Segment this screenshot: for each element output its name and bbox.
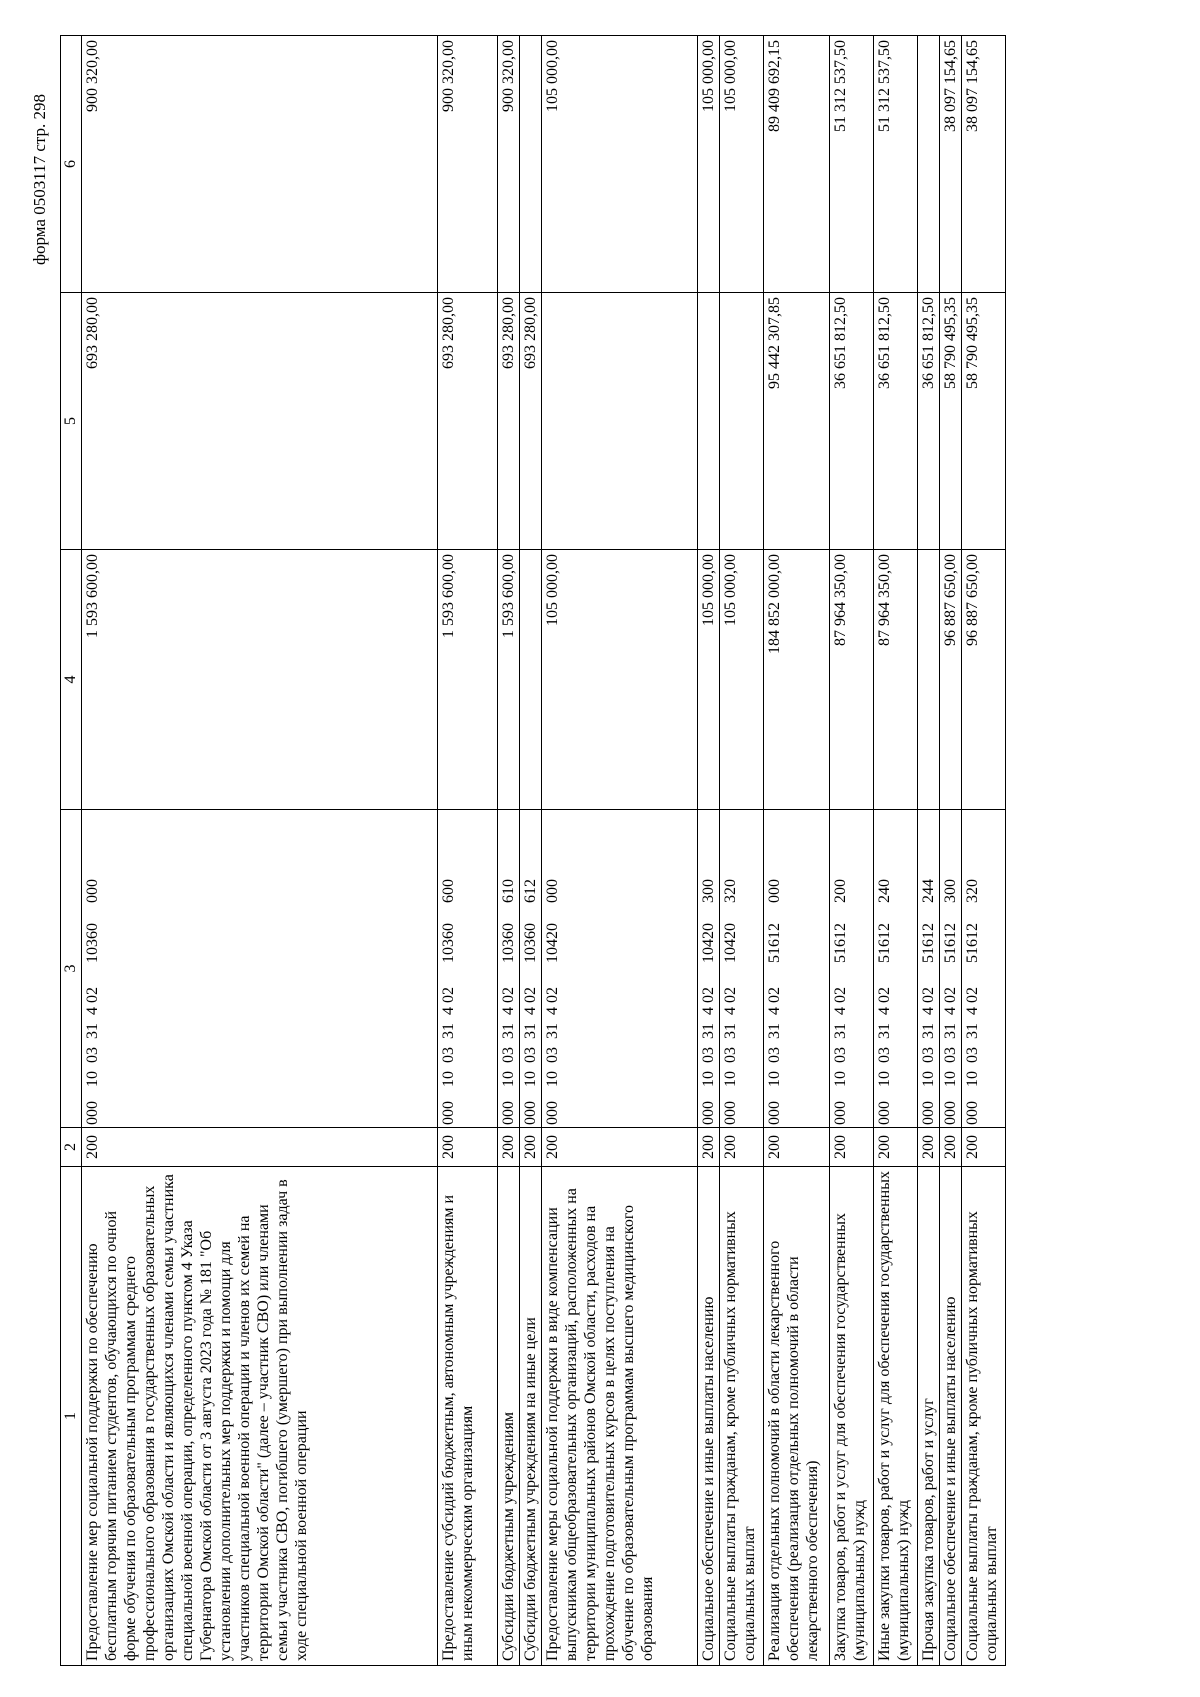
budget-code-part: 31 <box>832 1023 849 1039</box>
row-col4: 1 593 600,00 <box>82 550 438 810</box>
budget-code-part: 4 <box>876 1007 893 1015</box>
row-name: Социальное обеспечение и иные выплаты населению <box>940 1167 962 1666</box>
budget-code-part: 03 <box>766 1047 783 1063</box>
table-row <box>520 36 542 1666</box>
row-budget-code <box>698 810 720 1128</box>
budget-code-part: 10 <box>544 1071 561 1087</box>
budget-code-part: 02 <box>942 987 959 1003</box>
budget-code-part: 000 <box>500 1101 517 1125</box>
row-budget-code <box>918 810 940 1128</box>
budget-code-part: 612 <box>522 879 539 903</box>
row-col5: 58 790 495,35 <box>962 293 1006 550</box>
budget-code-part: 02 <box>832 987 849 1003</box>
header-col-2: 2 <box>61 1128 82 1167</box>
row-col6: 105 000,00 <box>542 36 698 293</box>
row-col4: 1 593 600,00 <box>438 550 498 810</box>
budget-code-part: 000 <box>942 1101 959 1125</box>
row-col6: 51 312 537,50 <box>830 36 874 293</box>
budget-code-part: 02 <box>964 987 981 1003</box>
row-name: Предоставление субсидий бюджетным, автономным учреждениям и иным некоммерческим организациям <box>438 1167 498 1666</box>
row-col6: 105 000,00 <box>720 36 764 293</box>
budget-code-part: 31 <box>440 1023 457 1039</box>
budget-code-part: 51612 <box>832 923 849 963</box>
table-row <box>498 36 520 1666</box>
table-row <box>542 36 698 1666</box>
form-code: форма 0503117 стр. 298 <box>30 94 49 265</box>
row-name: Социальные выплаты гражданам, кроме публичных нормативных социальных выплат <box>720 1167 764 1666</box>
budget-code-part: 4 <box>440 1007 457 1015</box>
budget-code-part: 51612 <box>920 923 937 963</box>
budget-code-part: 000 <box>876 1101 893 1125</box>
budget-code-part: 244 <box>920 879 937 903</box>
budget-code-part: 000 <box>766 1101 783 1125</box>
budget-code-part: 10 <box>522 1071 539 1087</box>
table-row <box>720 36 764 1666</box>
budget-code-part: 31 <box>700 1023 717 1039</box>
row-col6 <box>918 36 940 293</box>
table-row <box>698 36 720 1666</box>
budget-code-part: 10 <box>766 1071 783 1087</box>
budget-code-part: 000 <box>544 1101 561 1125</box>
row-col5 <box>542 293 698 550</box>
table-row <box>82 36 438 1666</box>
budget-code-part: 10420 <box>544 923 561 963</box>
budget-code-part: 31 <box>942 1023 959 1039</box>
table-row <box>764 36 830 1666</box>
budget-code-part: 4 <box>544 1007 561 1015</box>
budget-code-part: 10360 <box>84 923 101 963</box>
table-row <box>962 36 1006 1666</box>
budget-code-part: 03 <box>522 1047 539 1063</box>
row-col6: 900 320,00 <box>498 36 520 293</box>
budget-code-part: 02 <box>84 987 101 1003</box>
table-row <box>830 36 874 1666</box>
budget-code-part: 000 <box>920 1101 937 1125</box>
budget-code-part: 4 <box>832 1007 849 1015</box>
budget-code-part: 10 <box>440 1071 457 1087</box>
row-col6: 38 097 154,65 <box>940 36 962 293</box>
budget-code-part: 240 <box>876 879 893 903</box>
budget-code-part: 03 <box>876 1047 893 1063</box>
budget-code-part: 000 <box>722 1101 739 1125</box>
budget-code-part: 03 <box>832 1047 849 1063</box>
row-line-code: 200 <box>918 1128 940 1167</box>
row-col5: 693 280,00 <box>498 293 520 550</box>
row-col5: 58 790 495,35 <box>940 293 962 550</box>
budget-code-part: 4 <box>766 1007 783 1015</box>
budget-code-part: 320 <box>722 879 739 903</box>
row-col5: 693 280,00 <box>520 293 542 550</box>
row-col6: 38 097 154,65 <box>962 36 1006 293</box>
header-col-6: 6 <box>61 36 82 293</box>
row-col4: 105 000,00 <box>720 550 764 810</box>
row-line-code: 200 <box>520 1128 542 1167</box>
budget-code-part: 320 <box>964 879 981 903</box>
budget-code-part: 02 <box>766 987 783 1003</box>
row-budget-code <box>764 810 830 1128</box>
report-table <box>60 35 1006 1666</box>
header-row <box>61 36 82 1666</box>
budget-code-part: 31 <box>544 1023 561 1039</box>
row-name: Реализация отдельных полномочий в области лекарственного обеспечения (реализация отдельных полномочий в области лекарственного обеспечения) <box>764 1167 830 1666</box>
budget-code-part: 31 <box>920 1023 937 1039</box>
budget-code-part: 610 <box>500 879 517 903</box>
budget-code-part: 03 <box>500 1047 517 1063</box>
row-col6: 51 312 537,50 <box>874 36 918 293</box>
header-col-1: 1 <box>61 1167 82 1666</box>
budget-code-part: 10 <box>942 1071 959 1087</box>
row-col4: 96 887 650,00 <box>962 550 1006 810</box>
budget-code-part: 51612 <box>964 923 981 963</box>
budget-code-part: 03 <box>84 1047 101 1063</box>
row-col4: 96 887 650,00 <box>940 550 962 810</box>
row-col5 <box>698 293 720 550</box>
row-name: Субсидии бюджетным учреждениям на иные цели <box>520 1167 542 1666</box>
budget-code-part: 02 <box>544 987 561 1003</box>
row-budget-code <box>874 810 918 1128</box>
budget-code-part: 10 <box>876 1071 893 1087</box>
budget-code-part: 600 <box>440 879 457 903</box>
budget-code-part: 4 <box>700 1007 717 1015</box>
budget-code-part: 02 <box>920 987 937 1003</box>
row-name: Закупка товаров, работ и услуг для обеспечения государственных (муниципальных) нужд <box>830 1167 874 1666</box>
budget-code-part: 10 <box>964 1071 981 1087</box>
row-name: Социальные выплаты гражданам, кроме публичных нормативных социальных выплат <box>962 1167 1006 1666</box>
budget-code-part: 300 <box>700 879 717 903</box>
row-line-code: 200 <box>542 1128 698 1167</box>
row-line-code: 200 <box>438 1128 498 1167</box>
budget-code-part: 31 <box>500 1023 517 1039</box>
budget-code-part: 02 <box>440 987 457 1003</box>
budget-code-part: 03 <box>920 1047 937 1063</box>
row-col5: 36 651 812,50 <box>830 293 874 550</box>
budget-code-part: 03 <box>964 1047 981 1063</box>
row-name: Прочая закупка товаров, работ и услуг <box>918 1167 940 1666</box>
budget-code-part: 10 <box>700 1071 717 1087</box>
row-line-code: 200 <box>82 1128 438 1167</box>
budget-code-part: 000 <box>84 1101 101 1125</box>
budget-code-part: 10360 <box>522 923 539 963</box>
row-line-code: 200 <box>498 1128 520 1167</box>
row-col5: 95 442 307,85 <box>764 293 830 550</box>
row-name: Предоставление меры социальной поддержки в виде компенсации выпускникам общеобразовательных организаций, расположенных на территории муниципальных районов Омской области, расходов на прохождение подготовительных курсов в целях поступления на обучение по образовательным программам высшего медицинского образования <box>542 1167 698 1666</box>
row-budget-code <box>542 810 698 1128</box>
budget-code-part: 000 <box>832 1101 849 1125</box>
row-col5 <box>720 293 764 550</box>
table-body <box>82 36 1006 1666</box>
budget-code-part: 4 <box>964 1007 981 1015</box>
budget-code-part: 31 <box>722 1023 739 1039</box>
budget-code-part: 10360 <box>500 923 517 963</box>
row-name: Социальное обеспечение и иные выплаты населению <box>698 1167 720 1666</box>
budget-code-part: 02 <box>876 987 893 1003</box>
row-col5: 36 651 812,50 <box>918 293 940 550</box>
budget-code-part: 10 <box>500 1071 517 1087</box>
budget-code-part: 03 <box>942 1047 959 1063</box>
row-col5: 693 280,00 <box>438 293 498 550</box>
budget-code-part: 300 <box>942 879 959 903</box>
budget-code-part: 000 <box>84 879 101 903</box>
budget-code-part: 10420 <box>700 923 717 963</box>
budget-code-part: 10 <box>832 1071 849 1087</box>
budget-code-part: 000 <box>766 879 783 903</box>
budget-code-part: 31 <box>876 1023 893 1039</box>
budget-code-part: 000 <box>964 1101 981 1125</box>
budget-code-part: 51612 <box>942 923 959 963</box>
budget-code-part: 200 <box>832 879 849 903</box>
row-name: Субсидии бюджетным учреждениям <box>498 1167 520 1666</box>
budget-code-part: 10420 <box>722 923 739 963</box>
row-col6 <box>520 36 542 293</box>
budget-code-part: 51612 <box>766 923 783 963</box>
row-col4: 184 852 000,00 <box>764 550 830 810</box>
row-col4: 87 964 350,00 <box>874 550 918 810</box>
row-line-code: 200 <box>940 1128 962 1167</box>
budget-code-part: 31 <box>522 1023 539 1039</box>
budget-code-part: 000 <box>440 1101 457 1125</box>
budget-code-part: 4 <box>500 1007 517 1015</box>
row-col6: 900 320,00 <box>82 36 438 293</box>
budget-code-part: 000 <box>522 1101 539 1125</box>
header-col-5: 5 <box>61 293 82 550</box>
row-budget-code <box>520 810 542 1128</box>
row-line-code: 200 <box>962 1128 1006 1167</box>
budget-code-part: 4 <box>722 1007 739 1015</box>
row-col5: 36 651 812,50 <box>874 293 918 550</box>
budget-code-part: 31 <box>84 1023 101 1039</box>
table-row <box>874 36 918 1666</box>
row-col6: 89 409 692,15 <box>764 36 830 293</box>
row-budget-code <box>962 810 1006 1128</box>
row-col4: 105 000,00 <box>542 550 698 810</box>
budget-code-part: 4 <box>522 1007 539 1015</box>
table-row <box>940 36 962 1666</box>
budget-code-part: 10 <box>920 1071 937 1087</box>
row-budget-code <box>438 810 498 1128</box>
row-budget-code <box>940 810 962 1128</box>
budget-code-part: 10 <box>84 1071 101 1087</box>
row-col4 <box>918 550 940 810</box>
row-budget-code <box>498 810 520 1128</box>
row-name: Иные закупки товаров, работ и услуг для обеспечения государственных (муниципальных) нужд <box>874 1167 918 1666</box>
budget-code-part: 000 <box>544 879 561 903</box>
row-col6: 105 000,00 <box>698 36 720 293</box>
row-name: Предоставление мер социальной поддержки по обеспечению бесплатным горячим питанием студентов, обучающихся по очной форме обучения по образовательным программам среднего профессионального образования в государственных образовательных организациях Омской области и являющихся членами семьи участника специальной военной операции, определенного пунктом 4 Указа Губернатора Омской области от 3 августа 2023 года № 181 "Об установлении дополнительных мер поддержки и помощи для участников специальной военной операции и членов их семей на территории Омской области" (далее – участник СВО) или членами семьи участника СВО, погибшего (умершего) при выполнении задач в ходе специальной военной операции <box>82 1167 438 1666</box>
budget-code-part: 10360 <box>440 923 457 963</box>
row-col4: 87 964 350,00 <box>830 550 874 810</box>
budget-code-part: 31 <box>964 1023 981 1039</box>
row-col6: 900 320,00 <box>438 36 498 293</box>
budget-code-part: 51612 <box>876 923 893 963</box>
table-row <box>438 36 498 1666</box>
row-line-code: 200 <box>720 1128 764 1167</box>
row-col5: 693 280,00 <box>82 293 438 550</box>
budget-code-part: 4 <box>84 1007 101 1015</box>
row-col4: 1 593 600,00 <box>498 550 520 810</box>
row-budget-code <box>82 810 438 1128</box>
header-col-3: 3 <box>61 810 82 1128</box>
row-col4: 105 000,00 <box>698 550 720 810</box>
row-line-code: 200 <box>830 1128 874 1167</box>
row-line-code: 200 <box>874 1128 918 1167</box>
budget-code-part: 10 <box>722 1071 739 1087</box>
budget-code-part: 4 <box>942 1007 959 1015</box>
budget-code-part: 000 <box>700 1101 717 1125</box>
row-line-code: 200 <box>698 1128 720 1167</box>
budget-code-part: 03 <box>722 1047 739 1063</box>
budget-code-part: 03 <box>544 1047 561 1063</box>
budget-code-part: 03 <box>440 1047 457 1063</box>
budget-code-part: 02 <box>522 987 539 1003</box>
budget-code-part: 03 <box>700 1047 717 1063</box>
row-budget-code <box>830 810 874 1128</box>
budget-code-part: 02 <box>500 987 517 1003</box>
budget-code-part: 4 <box>920 1007 937 1015</box>
header-col-4: 4 <box>61 550 82 810</box>
budget-code-part: 02 <box>700 987 717 1003</box>
table-row <box>918 36 940 1666</box>
budget-code-part: 31 <box>766 1023 783 1039</box>
row-col4 <box>520 550 542 810</box>
row-budget-code <box>720 810 764 1128</box>
row-line-code: 200 <box>764 1128 830 1167</box>
budget-code-part: 02 <box>722 987 739 1003</box>
